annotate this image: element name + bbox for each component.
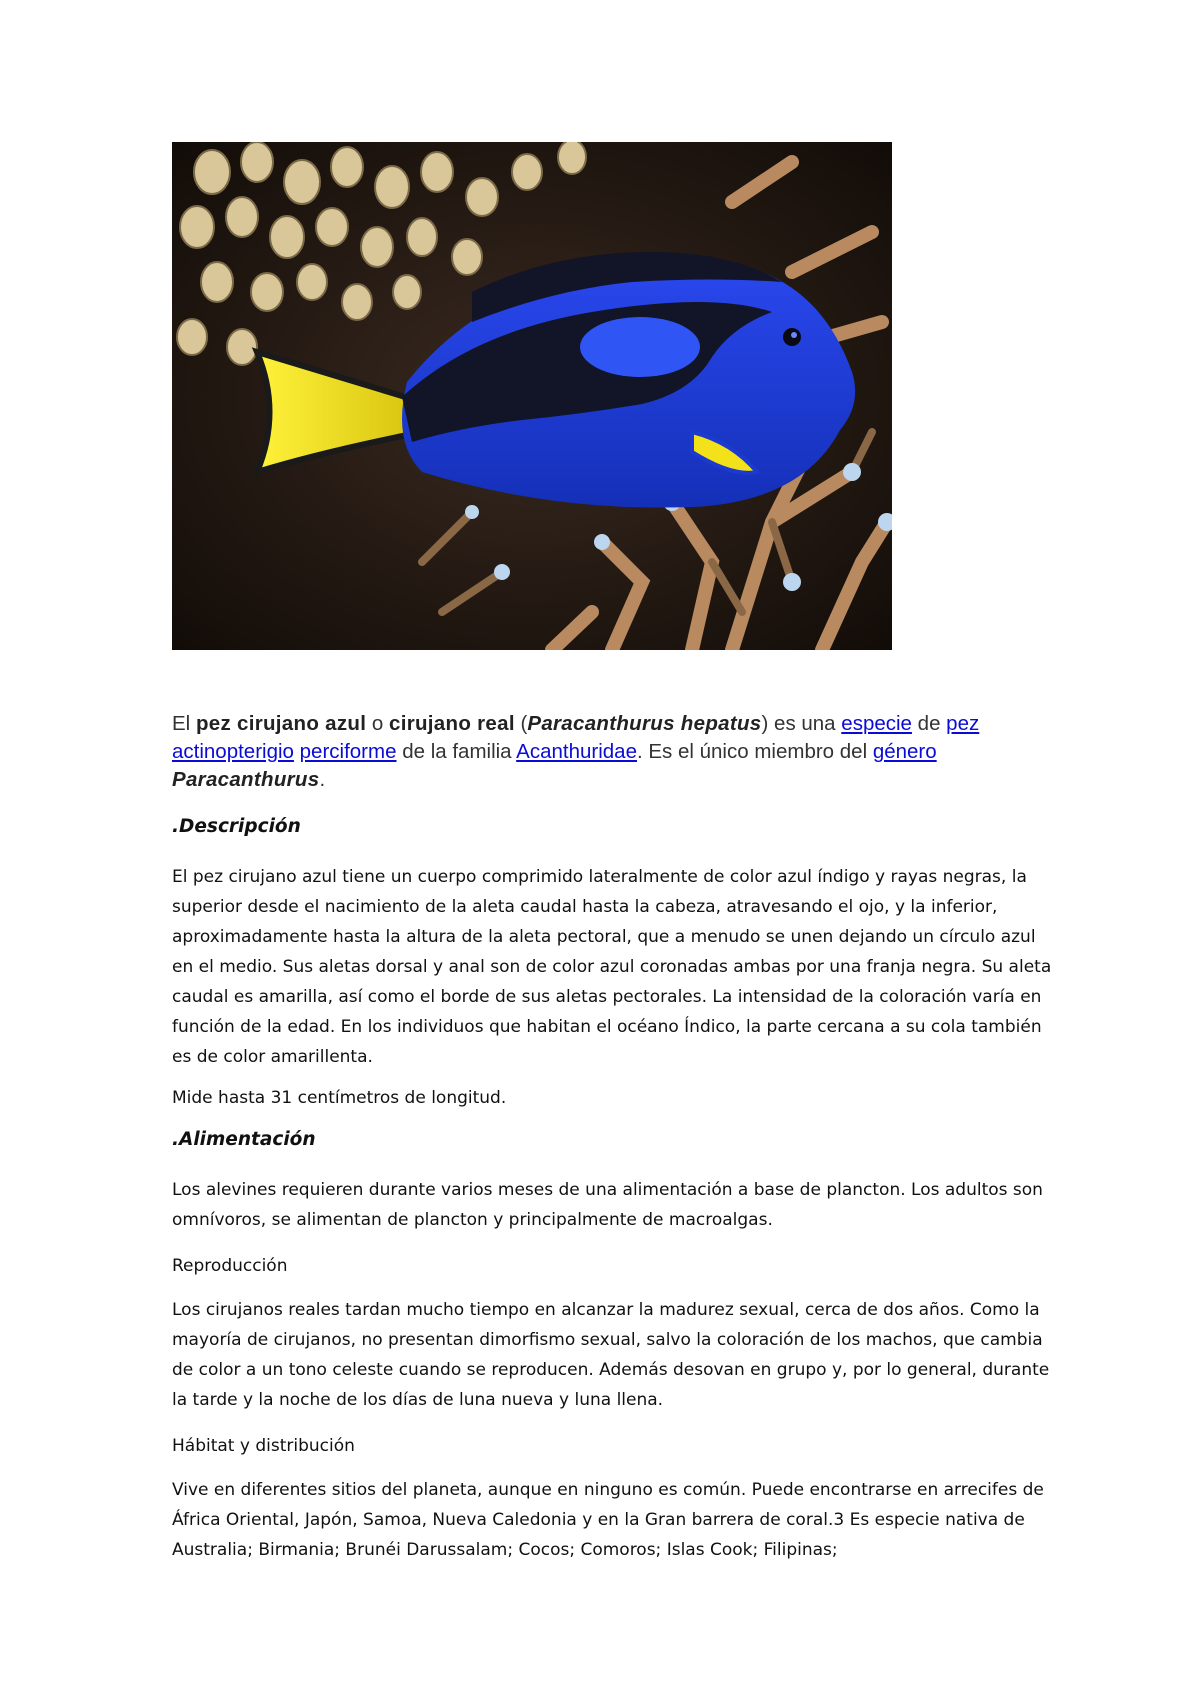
intro-text: de la familia — [396, 740, 517, 763]
intro-text: . — [319, 768, 326, 791]
heading-reproduccion: Reproducción — [172, 1256, 288, 1276]
intro-text: de — [911, 712, 947, 735]
paragraph-reproduccion: Los cirujanos reales tardan mucho tiempo en alcanzar la madurez sexual, cerca de dos años. Como la mayoría de cirujanos, no presentan dimorfismo sexual, salvo la coloración de los machos, que cambia de color a un tono celeste cuando se reproducen. Además desovan en grupo y, por lo general, durante la tarde y la noche de los días de luna nueva y luna llena. — [172, 1300, 1050, 1410]
intro-text: . Es el único miembro del — [636, 740, 873, 763]
link-especie[interactable]: especie — [841, 712, 912, 735]
heading-alimentacion: .Alimentación — [172, 1129, 316, 1150]
heading-habitat: Hábitat y distribución — [172, 1436, 355, 1456]
link-acanthuridae[interactable]: Acanthuridae — [516, 740, 637, 763]
link-pez[interactable]: pez — [946, 712, 980, 735]
intro-text: ( — [514, 712, 528, 735]
heading-descripcion: .Descripción — [172, 816, 301, 837]
paragraph-habitat: Vive en diferentes sitios del planeta, aunque en ninguno es común. Puede encontrarse en arrecifes de África Oriental, Japón, Samoa, Nueva Caledonia y en la Gran barrera de coral.3 Es especie nativa de Australia; Birmania; Brunéi Darussalam; Cocos; Comoros; Islas Cook; Filipinas; — [172, 1480, 1044, 1560]
blue-tang-fish-photo — [172, 142, 892, 650]
link-perciforme[interactable]: perciforme — [299, 740, 397, 763]
genus-name: Paracanthurus — [172, 768, 320, 791]
link-actinopterigio[interactable]: actinopterigio — [172, 740, 294, 763]
intro-text: ) es una — [761, 712, 842, 735]
paragraph-descripcion: El pez cirujano azul tiene un cuerpo comprimido lateralmente de color azul índigo y rayas negras, la superior desde el nacimiento de la aleta caudal hasta la cabeza, atravesando el ojo, y la inferior, aproximadamente hasta la altura de la aleta pectoral, que a menudo se unen dejando un círculo azul en el medio. Sus aletas dorsal y anal son de color azul coronadas ambas por una franja negra. Su aleta caudal es amarilla, así como el borde de sus aletas pectorales. La intensidad de la coloración varía en función de la edad. En los individuos que habitan el océano Índico, la parte cercana a su cola también es de color amarillenta. — [172, 867, 1052, 1067]
link-genero[interactable]: género — [872, 740, 937, 763]
intro-text: o — [366, 712, 390, 735]
intro-paragraph — [172, 710, 1042, 794]
common-name-2: cirujano real — [389, 712, 515, 735]
paragraph-longitud: Mide hasta 31 centímetros de longitud. — [172, 1088, 507, 1108]
intro-text: El — [172, 712, 196, 735]
paragraph-alimentacion: Los alevines requieren durante varios meses de una alimentación a base de plancton. Los adultos son omnívoros, se alimentan de plancton y principalmente de macroalgas. — [172, 1180, 1043, 1230]
scientific-name: Paracanthurus hepatus — [527, 712, 762, 735]
common-name-1: pez cirujano azul — [195, 712, 367, 735]
